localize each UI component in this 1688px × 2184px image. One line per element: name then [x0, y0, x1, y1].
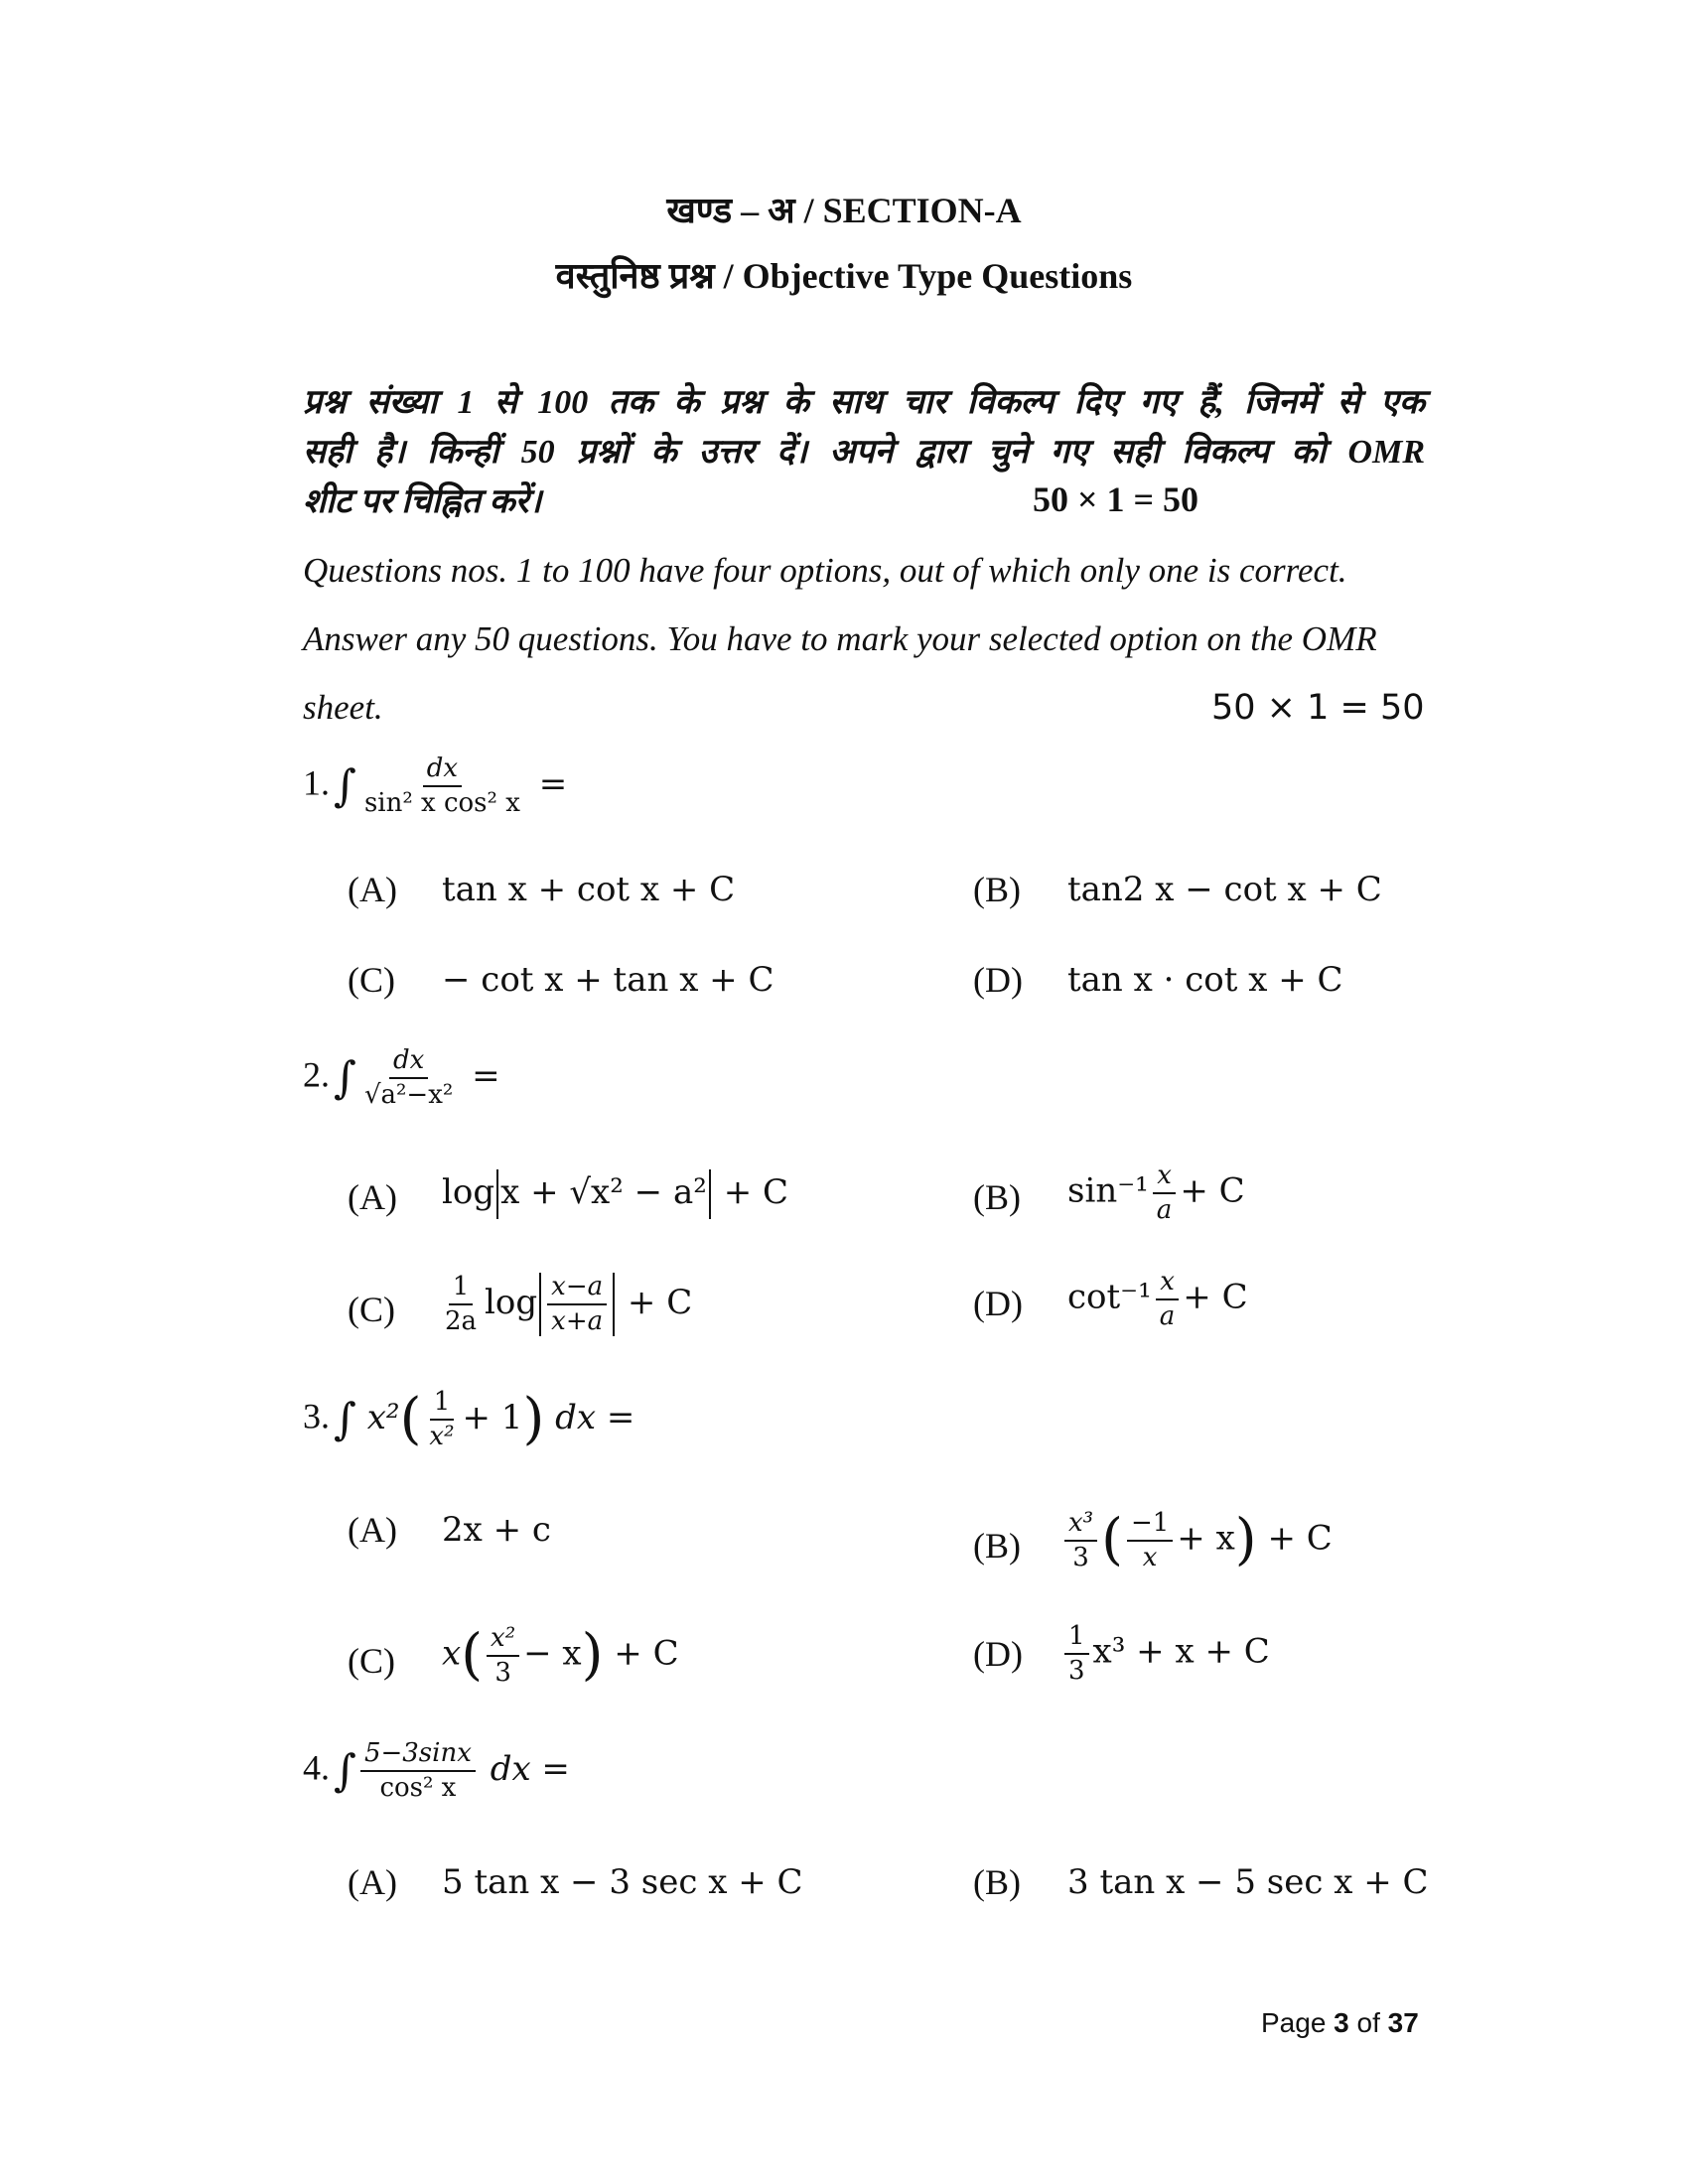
option-label: (B) [973, 1526, 1021, 1566]
frac-num: x−a [547, 1273, 607, 1305]
log-fn: log [485, 1283, 538, 1322]
plus-term: + x [1177, 1518, 1235, 1559]
frac-num: x [1156, 1268, 1179, 1300]
question-1 [303, 754, 567, 817]
page-number: Page 3 of 37 [1261, 2007, 1419, 2038]
option-label: (A) [348, 1177, 397, 1217]
frac-den: 3 [494, 1657, 511, 1688]
inverse-fn: sin⁻¹ [1067, 1170, 1149, 1211]
hindi-instruction-line-1: प्रश्न संख्या 1 से 100 तक के प्रश्न के साथ चार विकल्प दिए गए हैं, जिनमें से एक [303, 384, 1425, 421]
option-label: (D) [973, 1284, 1023, 1323]
constant: + C [627, 1283, 693, 1322]
base-term: x² [366, 1397, 400, 1437]
q3-option-a-text: 2x + c [442, 1510, 551, 1550]
q1-option-a[interactable] [348, 869, 397, 910]
dx-equals: dx = [490, 1748, 570, 1789]
english-instruction-line-3: sheet. [303, 688, 383, 727]
hindi-instruction-line-3: शीट पर चिह्नित करें। [303, 483, 542, 520]
question-4 [303, 1739, 570, 1802]
current-page: 3 [1334, 2007, 1349, 2038]
q2-option-c-text [437, 1273, 692, 1336]
q3-option-d[interactable] [973, 1633, 1023, 1675]
option-label: (D) [973, 1634, 1023, 1674]
option-label: (C) [348, 1290, 395, 1329]
q3-option-b[interactable] [973, 1525, 1021, 1567]
option-label: (D) [973, 960, 1023, 1000]
frac-num: −1 [1127, 1509, 1173, 1542]
question-3: 3. ∫ x²( $\frac{1}{\text{x²}}$ + 1) dx = [303, 1386, 635, 1451]
abs-bar-right [613, 1273, 615, 1336]
coef-den: 2a [445, 1306, 478, 1336]
frac-num: x² [487, 1624, 519, 1657]
q2-option-d[interactable] [973, 1283, 1023, 1324]
integral-sign: ∫ [334, 1394, 356, 1445]
plus-term: + 1 [462, 1397, 523, 1437]
integral-sign: ∫ [334, 1052, 356, 1104]
hindi-instruction-line-2: सही है। किन्हीं 50 प्रश्नों के उत्तर दें। अपने द्वारा चुने गए सही विकल्प को OMR [303, 434, 1425, 471]
frac-den: x [1142, 1542, 1158, 1572]
frac-num: 1 [430, 1388, 455, 1421]
q4-option-b-text: 3 tan x − 5 sec x + C [1067, 1862, 1429, 1902]
q1-option-d[interactable] [973, 959, 1023, 1001]
abs-bar-left [496, 1169, 498, 1219]
numerator: dx [389, 1046, 428, 1079]
constant: + C [1180, 1170, 1245, 1211]
option-label: (A) [348, 870, 397, 909]
option-label: (B) [973, 1862, 1021, 1902]
equals: = [472, 1055, 500, 1096]
english-instruction-line-1: Questions nos. 1 to 100 have four options, out of which only one is correct. [303, 551, 1347, 590]
question-number: 4. [303, 1747, 330, 1788]
frac-num: 1 [1064, 1622, 1089, 1655]
dx-equals: dx = [555, 1397, 635, 1437]
option-label: (B) [973, 870, 1021, 909]
total-pages: 37 [1387, 2007, 1419, 2038]
q1-option-b[interactable] [973, 869, 1021, 910]
q3-option-c-text: x( $\frac{\text{x²}}{3}$ − x) + C [442, 1622, 679, 1688]
denominator: sin² x cos² x [363, 787, 520, 818]
q2-option-a-text [442, 1169, 788, 1219]
q4-option-a-text: 5 tan x − 3 sec x + C [442, 1862, 803, 1902]
english-instruction-line-2: Answer any 50 questions. You have to mark your selected option on the OMR [303, 619, 1377, 658]
q3-option-a[interactable] [348, 1509, 397, 1551]
q4-option-b[interactable] [973, 1861, 1021, 1903]
section-heading: खण्ड – अ / SECTION-A [666, 191, 1022, 230]
integral-sign: ∫ [334, 760, 356, 812]
coef-den: 3 [1072, 1542, 1089, 1572]
option-label: (C) [348, 960, 395, 1000]
question-number: 2. [303, 1054, 330, 1095]
q3-option-c[interactable] [348, 1640, 395, 1682]
abs-bar-left [539, 1273, 541, 1336]
question-number: 3. [303, 1396, 330, 1436]
integral-sign: ∫ [334, 1745, 356, 1797]
constant: + C [614, 1633, 679, 1674]
numerator: dx [423, 754, 462, 787]
section-subtitle: वस्तुनिष्ठ प्रश्न / Objective Type Questions [555, 256, 1133, 296]
inverse-fn: cot⁻¹ [1067, 1277, 1152, 1317]
frac-den: a [1156, 1194, 1173, 1225]
base-term: x [442, 1633, 462, 1674]
frac-den: x² [429, 1421, 455, 1451]
q3-option-b-text: $\frac{\text{x³}}{3}$ ( $\frac{-1}{x}$ + x) + C [1060, 1509, 1333, 1571]
option-label: (A) [348, 1862, 397, 1902]
q2-option-d-text [1067, 1268, 1248, 1330]
frac-den: 3 [1068, 1655, 1085, 1686]
equals: = [538, 763, 568, 804]
q1-option-b-text: tan2 x − cot x + C [1067, 870, 1382, 909]
option-label: (A) [348, 1510, 397, 1550]
poly-terms: x³ + x + C [1092, 1631, 1270, 1672]
q4-option-a[interactable] [348, 1861, 397, 1903]
question-2 [303, 1046, 500, 1109]
q2-option-c[interactable] [348, 1289, 395, 1330]
frac-den: x+a [551, 1306, 604, 1336]
q1-option-c-text: − cot x + tan x + C [442, 960, 774, 1000]
denominator: √a²−x² [363, 1079, 454, 1110]
option-label: (B) [973, 1177, 1021, 1217]
constant: + C [1267, 1518, 1333, 1559]
question-number: 1. [303, 762, 330, 803]
q1-option-d-text: tan x · cot x + C [1067, 960, 1343, 1000]
option-label: (C) [348, 1641, 395, 1681]
frac-den: a [1159, 1300, 1176, 1331]
minus-term: − x [523, 1633, 582, 1674]
hindi-marks: 50 × 1 = 50 [1033, 479, 1199, 519]
denominator: cos² x [379, 1772, 457, 1803]
english-marks: 50 × 1 = 50 [1211, 688, 1425, 728]
q2-option-a[interactable] [348, 1176, 397, 1218]
constant: + C [1183, 1277, 1248, 1317]
coef-num: x³ [1064, 1509, 1097, 1542]
q3-option-d-text [1060, 1622, 1270, 1685]
q2-option-b-text [1067, 1161, 1245, 1224]
q2-option-b[interactable] [973, 1176, 1021, 1218]
numerator: 5−3sinx [360, 1739, 476, 1772]
q1-option-a-text: tan x + cot x + C [442, 870, 736, 909]
coef-num: 1 [449, 1273, 474, 1305]
log-fn: log [442, 1172, 495, 1212]
q1-option-c[interactable] [348, 959, 395, 1001]
abs-bar-right [709, 1169, 711, 1219]
abs-inner: x + √x² − a² [500, 1172, 707, 1212]
constant: + C [723, 1172, 788, 1212]
frac-num: x [1153, 1161, 1176, 1194]
